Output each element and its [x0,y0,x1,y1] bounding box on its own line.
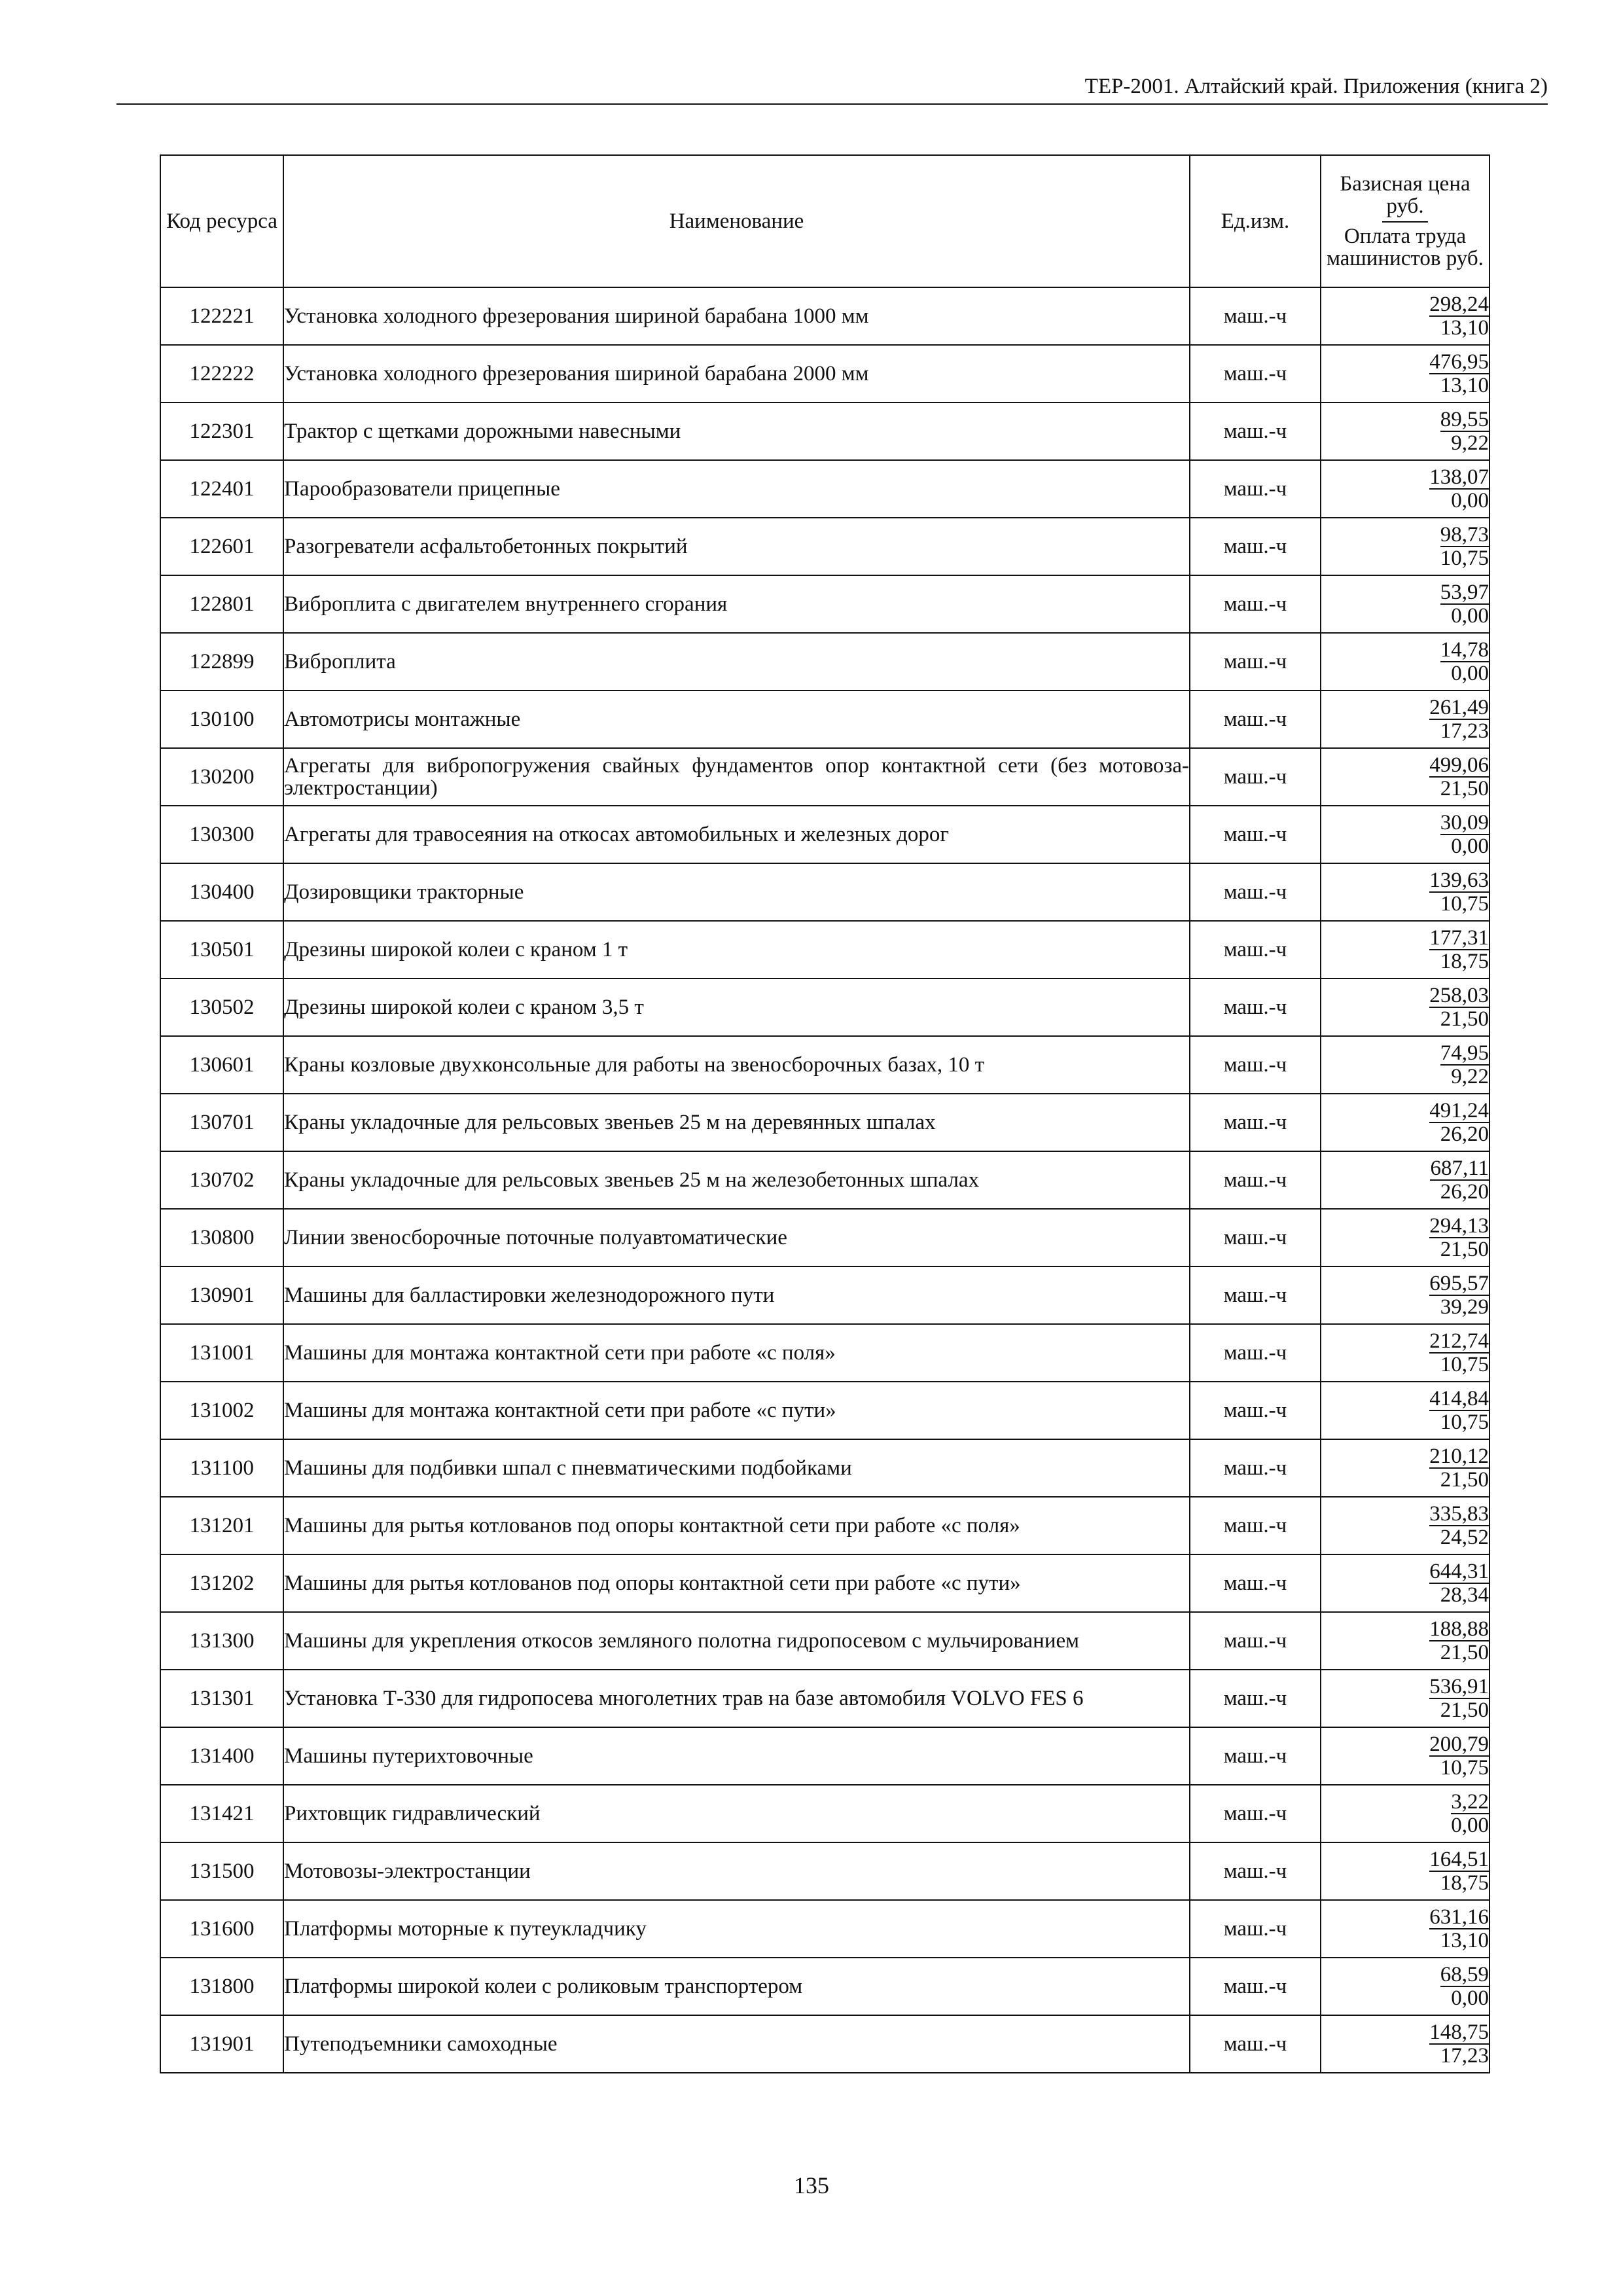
cell-price [1321,518,1489,575]
cell-unit: маш.-ч [1190,1612,1321,1670]
header-rule [116,103,1548,105]
table-row [160,1094,1489,1151]
price-value: 258,03 [1429,984,1489,1007]
cell-unit: маш.-ч [1190,518,1321,575]
cell-code: 130701 [160,1094,283,1151]
labor-value: 26,20 [1440,1180,1489,1204]
cell-name: Машины для монтажа контактной сети при работе «с пути» [283,1382,1190,1439]
cell-name: Виброплита с двигателем внутреннего сгорания [283,575,1190,633]
labor-value: 0,00 [1451,1986,1489,2010]
price-value: 200,79 [1429,1732,1489,1756]
table-row [160,1266,1489,1324]
cell-code: 131202 [160,1554,283,1612]
cell-price [1321,1439,1489,1497]
cell-code: 122601 [160,518,283,575]
cell-code: 131800 [160,1958,283,2015]
cell-price [1321,863,1489,921]
labor-value: 0,00 [1451,604,1489,628]
table-row [160,921,1489,978]
cell-price [1321,1151,1489,1209]
price-value: 631,16 [1429,1905,1489,1929]
price-value: 294,13 [1429,1214,1489,1238]
table-row [160,287,1489,345]
table-row [160,863,1489,921]
price-value: 148,75 [1429,2020,1489,2044]
cell-code: 131300 [160,1612,283,1670]
price-value: 68,59 [1440,1963,1489,1986]
cell-price [1321,1727,1489,1785]
cell-unit: маш.-ч [1190,575,1321,633]
labor-value: 18,75 [1440,950,1489,973]
labor-value: 21,50 [1440,1641,1489,1664]
cell-unit: маш.-ч [1190,1324,1321,1382]
cell-name: Агрегаты для травосеяния на откосах автомобильных и железных дорог [283,806,1190,863]
cell-price [1321,287,1489,345]
price-value: 687,11 [1430,1157,1489,1180]
cell-name: Виброплита [283,633,1190,691]
table-body [160,287,1489,2073]
labor-value: 39,29 [1440,1295,1489,1319]
cell-unit: маш.-ч [1190,1439,1321,1497]
labor-value: 24,52 [1440,1526,1489,1549]
labor-value: 21,50 [1440,1468,1489,1492]
price-value: 177,31 [1429,926,1489,950]
cell-code: 130100 [160,691,283,748]
table-row [160,460,1489,518]
table-row [160,1727,1489,1785]
cell-unit: маш.-ч [1190,403,1321,460]
cell-price [1321,1842,1489,1900]
cell-code: 130901 [160,1266,283,1324]
cell-name: Платформы моторные к путеукладчику [283,1900,1190,1958]
cell-code: 122222 [160,345,283,403]
cell-code: 131600 [160,1900,283,1958]
labor-value: 18,75 [1440,1871,1489,1895]
cell-code: 130800 [160,1209,283,1266]
cell-price [1321,1209,1489,1266]
price-value: 491,24 [1429,1099,1489,1122]
labor-value: 0,00 [1451,489,1489,512]
cell-name: Краны укладочные для рельсовых звеньев 25 м на деревянных шпалах [283,1094,1190,1151]
cell-name: Автомотрисы монтажные [283,691,1190,748]
cell-unit: маш.-ч [1190,1094,1321,1151]
cell-unit: маш.-ч [1190,806,1321,863]
table-row [160,1382,1489,1439]
labor-value: 9,22 [1451,431,1489,455]
labor-value: 26,20 [1440,1122,1489,1146]
cell-unit: маш.-ч [1190,633,1321,691]
cell-name: Разогреватели асфальтобетонных покрытий [283,518,1190,575]
cell-unit: маш.-ч [1190,287,1321,345]
cell-code: 130200 [160,748,283,806]
price-value: 644,31 [1429,1560,1489,1583]
cell-name: Машины путерихтовочные [283,1727,1190,1785]
cell-code: 131100 [160,1439,283,1497]
labor-value: 0,00 [1451,834,1489,858]
table-row [160,1900,1489,1958]
cell-price [1321,978,1489,1036]
price-value: 212,74 [1429,1329,1489,1353]
price-value: 53,97 [1440,581,1489,604]
table-row [160,978,1489,1036]
cell-unit: маш.-ч [1190,1554,1321,1612]
cell-name: Парообразователи прицепные [283,460,1190,518]
cell-name: Мотовозы-электростанции [283,1842,1190,1900]
running-header: ТЕР-2001. Алтайский край. Приложения (книга 2) [1084,75,1548,98]
labor-value: 0,00 [1451,662,1489,685]
cell-code: 130702 [160,1151,283,1209]
table-row [160,1324,1489,1382]
column-header-price-top: Базисная цена руб. [1340,172,1471,218]
table-row [160,1554,1489,1612]
cell-price [1321,748,1489,806]
cell-price [1321,1324,1489,1382]
cell-unit: маш.-ч [1190,460,1321,518]
labor-value: 13,10 [1440,1929,1489,1952]
labor-value: 13,10 [1440,374,1489,397]
labor-value: 21,50 [1440,1007,1489,1031]
column-header-price-bottom: Оплата труда машинистов руб. [1327,224,1484,270]
cell-code: 131301 [160,1670,283,1727]
cell-code: 131400 [160,1727,283,1785]
cell-unit: маш.-ч [1190,1497,1321,1554]
cell-unit: маш.-ч [1190,691,1321,748]
cell-price [1321,921,1489,978]
cell-unit: маш.-ч [1190,921,1321,978]
resources-table [160,154,1490,2073]
cell-code: 130501 [160,921,283,978]
cell-code: 122221 [160,287,283,345]
fraction-divider [1382,221,1428,223]
labor-value: 0,00 [1451,1814,1489,1837]
cell-name: Дрезины широкой колеи с краном 1 т [283,921,1190,978]
table-row [160,1151,1489,1209]
cell-code: 122899 [160,633,283,691]
cell-code: 122301 [160,403,283,460]
labor-value: 13,10 [1440,316,1489,340]
table-row [160,1670,1489,1727]
cell-unit: маш.-ч [1190,1670,1321,1727]
price-value: 164,51 [1429,1848,1489,1871]
cell-name: Краны укладочные для рельсовых звеньев 25 м на железобетонных шпалах [283,1151,1190,1209]
cell-name: Дрезины широкой колеи с краном 3,5 т [283,978,1190,1036]
cell-unit: маш.-ч [1190,1727,1321,1785]
cell-unit: маш.-ч [1190,1266,1321,1324]
cell-price [1321,1266,1489,1324]
table-row [160,691,1489,748]
cell-price [1321,691,1489,748]
labor-value: 21,50 [1440,777,1489,800]
table-row [160,1612,1489,1670]
cell-name: Установка холодного фрезерования шириной барабана 1000 мм [283,287,1190,345]
column-header-price [1321,155,1489,287]
price-value: 3,22 [1451,1790,1489,1814]
cell-unit: маш.-ч [1190,1785,1321,1842]
cell-name: Краны козловые двухконсольные для работы на звеносборочных базах, 10 т [283,1036,1190,1094]
price-value: 695,57 [1429,1272,1489,1295]
table-row [160,633,1489,691]
labor-value: 10,75 [1440,892,1489,916]
cell-code: 130400 [160,863,283,921]
cell-unit: маш.-ч [1190,863,1321,921]
cell-code: 131002 [160,1382,283,1439]
cell-price [1321,1670,1489,1727]
labor-value: 21,50 [1440,1698,1489,1722]
cell-name: Установка Т-330 для гидропосева многолетних трав на базе автомобиля VOLVO FES 6 [283,1670,1190,1727]
cell-name: Путеподъемники самоходные [283,2015,1190,2073]
price-value: 74,95 [1440,1041,1489,1065]
cell-name: Трактор с щетками дорожными навесными [283,403,1190,460]
table-row [160,1785,1489,1842]
cell-code: 131001 [160,1324,283,1382]
table-row [160,1209,1489,1266]
column-header-unit: Ед.изм. [1190,155,1321,287]
price-value: 138,07 [1429,465,1489,489]
cell-code: 130601 [160,1036,283,1094]
labor-value: 17,23 [1440,719,1489,743]
cell-price [1321,633,1489,691]
table-row [160,1036,1489,1094]
cell-price [1321,345,1489,403]
cell-unit: маш.-ч [1190,1900,1321,1958]
table-row [160,748,1489,806]
labor-value: 10,75 [1440,547,1489,570]
labor-value: 10,75 [1440,1353,1489,1376]
price-value: 210,12 [1429,1444,1489,1468]
cell-name: Машины для монтажа контактной сети при работе «с поля» [283,1324,1190,1382]
price-value: 139,63 [1429,869,1489,892]
price-value: 89,55 [1440,408,1489,431]
labor-value: 17,23 [1440,2044,1489,2068]
cell-unit: маш.-ч [1190,2015,1321,2073]
cell-price [1321,575,1489,633]
cell-name: Дозировщики тракторные [283,863,1190,921]
cell-code: 131500 [160,1842,283,1900]
cell-price [1321,1382,1489,1439]
cell-code: 130300 [160,806,283,863]
table-row [160,806,1489,863]
cell-code: 122401 [160,460,283,518]
price-value: 261,49 [1429,696,1489,719]
table-row [160,575,1489,633]
cell-price [1321,1900,1489,1958]
table-row [160,345,1489,403]
price-value: 499,06 [1429,753,1489,777]
price-value: 536,91 [1429,1675,1489,1698]
cell-price [1321,1094,1489,1151]
table-row [160,1439,1489,1497]
cell-name: Установка холодного фрезерования шириной барабана 2000 мм [283,345,1190,403]
cell-code: 131201 [160,1497,283,1554]
cell-code: 131901 [160,2015,283,2073]
price-value: 476,95 [1429,350,1489,374]
cell-price [1321,1958,1489,2015]
price-value: 335,83 [1429,1502,1489,1526]
price-value: 98,73 [1440,523,1489,547]
price-value: 14,78 [1440,638,1489,662]
labor-value: 28,34 [1440,1583,1489,1607]
column-header-code: Код ресурса [160,155,283,287]
cell-unit: маш.-ч [1190,1842,1321,1900]
cell-price [1321,460,1489,518]
labor-value: 10,75 [1440,1756,1489,1780]
table-row [160,2015,1489,2073]
cell-price [1321,1785,1489,1842]
labor-value: 21,50 [1440,1238,1489,1261]
cell-name: Машины для рытья котлованов под опоры контактной сети при работе «с поля» [283,1497,1190,1554]
price-value: 188,88 [1429,1617,1489,1641]
cell-unit: маш.-ч [1190,748,1321,806]
cell-unit: маш.-ч [1190,345,1321,403]
cell-unit: маш.-ч [1190,1958,1321,2015]
cell-name: Платформы широкой колеи с роликовым транспортером [283,1958,1190,2015]
labor-value: 9,22 [1451,1065,1489,1088]
cell-price [1321,1612,1489,1670]
cell-name: Линии звеносборочные поточные полуавтоматические [283,1209,1190,1266]
cell-name: Машины для рытья котлованов под опоры контактной сети при работе «с пути» [283,1554,1190,1612]
cell-unit: маш.-ч [1190,978,1321,1036]
table-row [160,1958,1489,2015]
table-header-row [160,155,1489,287]
cell-price [1321,1554,1489,1612]
cell-name: Машины для подбивки шпал с пневматическими подбойками [283,1439,1190,1497]
cell-price [1321,1036,1489,1094]
table-row [160,1497,1489,1554]
cell-name: Машины для укрепления откосов земляного полотна гидропосевом с мульчированием [283,1612,1190,1670]
cell-unit: маш.-ч [1190,1036,1321,1094]
cell-price [1321,2015,1489,2073]
cell-code: 130502 [160,978,283,1036]
cell-price [1321,806,1489,863]
cell-price [1321,403,1489,460]
cell-price [1321,1497,1489,1554]
cell-name: Рихтовщик гидравлический [283,1785,1190,1842]
price-value: 30,09 [1440,811,1489,834]
cell-name: Агрегаты для вибропогружения свайных фундаментов опор контактной сети (без мотовоза-электростанции) [283,748,1190,806]
column-header-name: Наименование [283,155,1190,287]
cell-name: Машины для балластировки железнодорожного пути [283,1266,1190,1324]
cell-unit: маш.-ч [1190,1151,1321,1209]
price-value: 298,24 [1429,293,1489,316]
page-number: 135 [794,2172,829,2198]
cell-code: 122801 [160,575,283,633]
cell-unit: маш.-ч [1190,1382,1321,1439]
labor-value: 10,75 [1440,1410,1489,1434]
table-row [160,518,1489,575]
table-row [160,1842,1489,1900]
price-value: 414,84 [1429,1387,1489,1410]
cell-code: 131421 [160,1785,283,1842]
cell-unit: маш.-ч [1190,1209,1321,1266]
table-row [160,403,1489,460]
